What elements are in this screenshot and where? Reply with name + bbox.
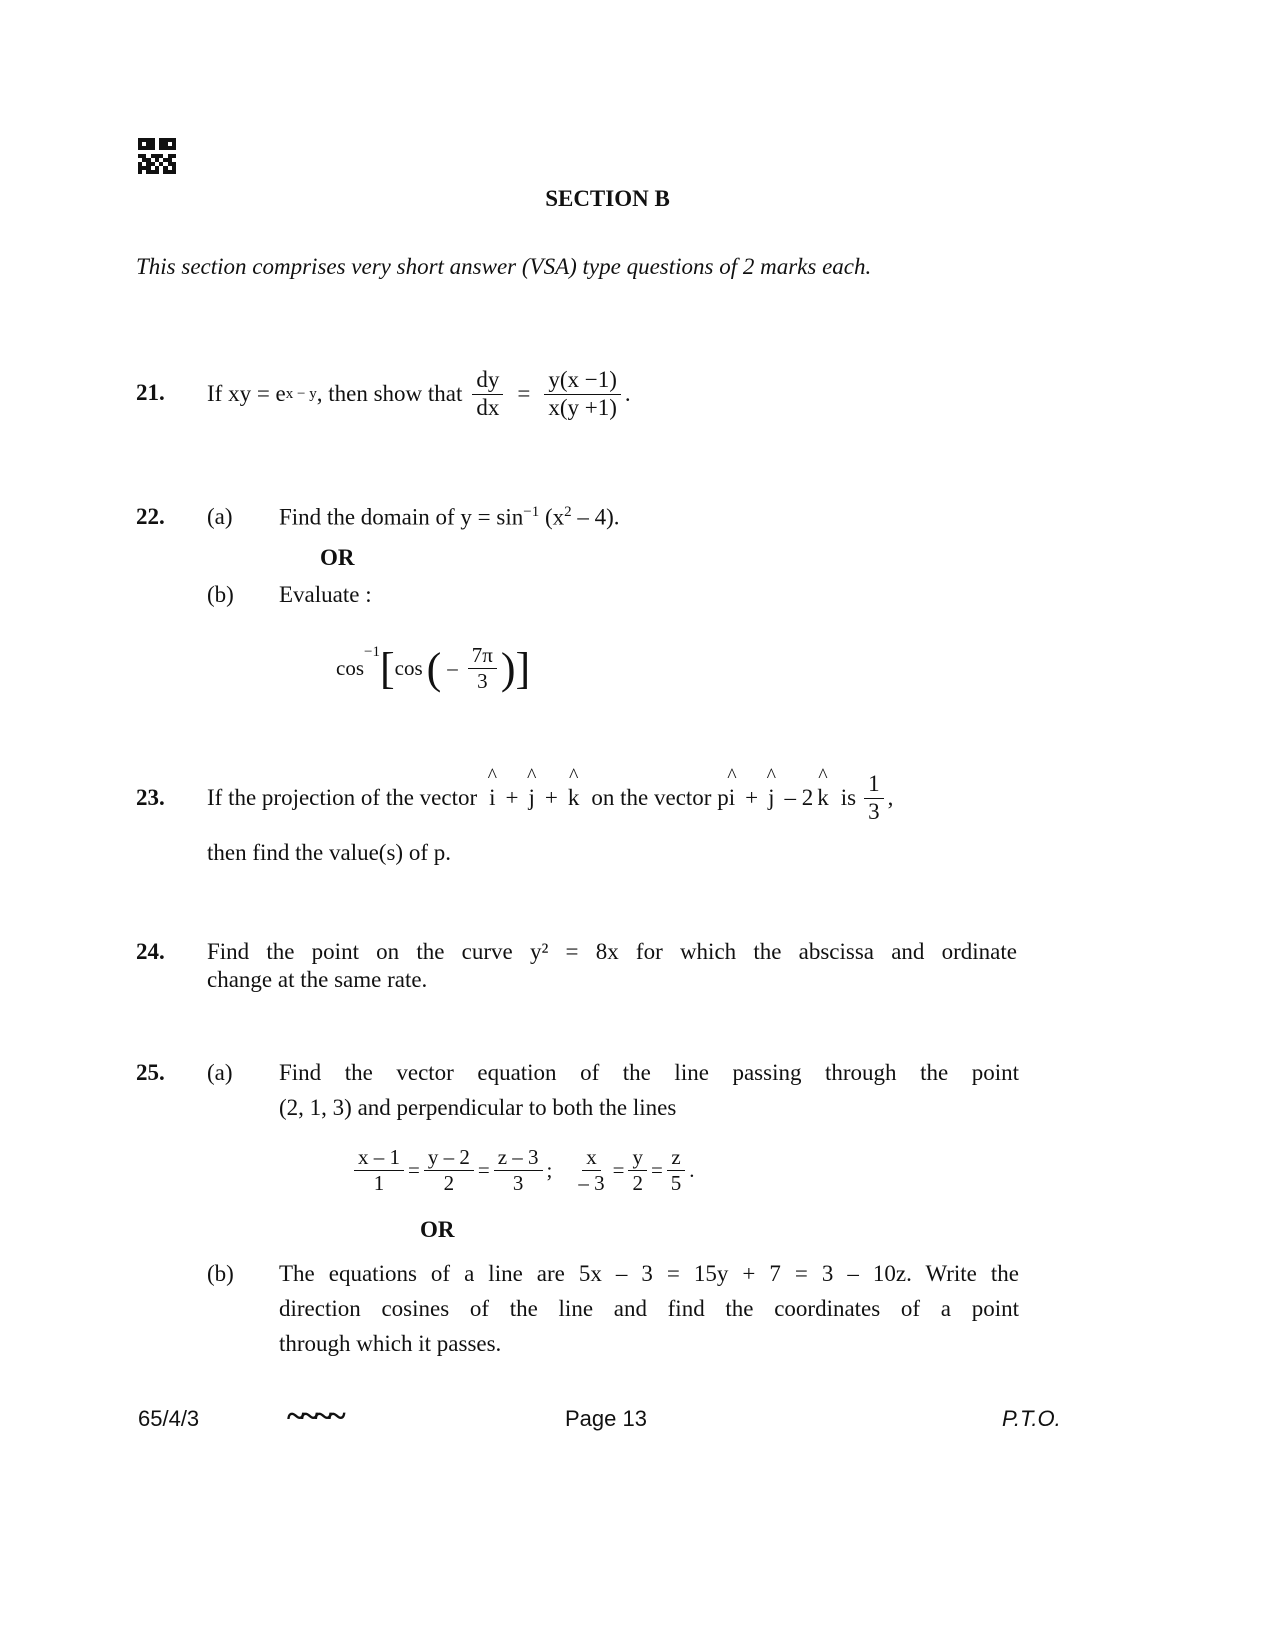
q21-exponent: x − y — [285, 385, 317, 402]
right-bracket: ] — [515, 643, 531, 693]
numerator: 7π — [468, 643, 497, 668]
comma: , — [887, 785, 894, 810]
semicolon: ; — [546, 1157, 553, 1182]
unit-vector-k: ^ k — [568, 785, 580, 811]
right-paren: ) — [500, 643, 516, 693]
minus: – — [447, 655, 458, 680]
q25-a-line1: Find the vector equation of the line passing through the point — [279, 1060, 1019, 1085]
q23-line1 — [207, 768, 893, 828]
q24-line1: Find the point on the curve y² = 8x for which the abscissa and ordinate — [207, 939, 1017, 964]
plus: + — [505, 785, 519, 810]
minus-two: – 2 — [784, 785, 814, 810]
numerator: y(x −1) — [544, 367, 621, 394]
q22-b-label: (b) — [207, 582, 234, 607]
numerator: dy — [472, 367, 503, 394]
q22-b-text: Evaluate : — [279, 582, 372, 607]
or-divider: OR — [320, 545, 355, 570]
section-title: SECTION B — [545, 186, 670, 211]
denominator: 2 — [443, 1170, 455, 1195]
numerator: x — [582, 1145, 601, 1170]
q21-lhs-fraction — [472, 367, 503, 421]
q25-b-line1: The equations of a line are 5x – 3 = 15y + 7 = 3 – 10z. Write the — [279, 1261, 1019, 1286]
left-paren: ( — [426, 643, 442, 693]
text: (x — [539, 504, 565, 530]
denominator: 2 — [632, 1170, 643, 1195]
q22-a-text — [279, 504, 620, 531]
text: – 4). — [571, 504, 620, 530]
period: . — [624, 381, 631, 406]
text: is — [840, 785, 857, 810]
unit-vector-i: ^ i — [489, 785, 495, 811]
q24-line2: change at the same rate. — [207, 967, 428, 992]
wave-decoration: ~~~~ — [287, 1398, 342, 1435]
fraction — [864, 771, 884, 825]
cos-text: cos — [394, 655, 423, 680]
qr-code-icon — [138, 138, 176, 174]
q21-pre: If xy = e — [207, 381, 286, 406]
q25-b-line2: direction cosines of the line and find the coordinates of a point — [279, 1296, 1019, 1321]
section-intro: This section comprises very short answer (VSA) type questions of 2 marks each. — [136, 254, 872, 279]
q22-a-label: (a) — [207, 504, 233, 529]
denominator: 1 — [373, 1170, 385, 1195]
pto-label: P.T.O. — [1002, 1406, 1061, 1431]
numerator: z — [667, 1145, 684, 1170]
text: on the vector p — [591, 785, 729, 810]
q25-line-equations — [350, 1140, 695, 1200]
unit-vector-i: ^ i — [729, 785, 735, 811]
denominator: – 3 — [578, 1170, 605, 1195]
fraction — [494, 1145, 543, 1194]
cos-text: cos — [336, 655, 364, 680]
period: . — [689, 1157, 695, 1182]
plus: + — [745, 785, 759, 810]
q25-b-line3: through which it passes. — [279, 1331, 502, 1356]
denominator: dx — [476, 394, 500, 420]
fraction — [628, 1145, 647, 1194]
equals: = — [650, 1157, 663, 1182]
fraction — [667, 1145, 686, 1194]
text: Find the domain of y = sin — [279, 504, 524, 530]
denominator: 3 — [477, 668, 488, 693]
denominator: 3 — [868, 798, 880, 824]
exponent: −1 — [364, 644, 380, 660]
numerator: z – 3 — [494, 1145, 543, 1170]
q23-line2: then find the value(s) of p. — [207, 840, 451, 865]
denominator: 5 — [670, 1170, 682, 1195]
fraction — [574, 1145, 608, 1194]
q25-a-label: (a) — [207, 1060, 233, 1085]
fraction — [354, 1145, 404, 1194]
question-21-text — [207, 364, 631, 424]
q25-a-line2: (2, 1, 3) and perpendicular to both the lines — [279, 1095, 677, 1120]
question-number-23: 23. — [136, 785, 165, 810]
numerator: x – 1 — [354, 1145, 404, 1170]
question-number-24: 24. — [136, 939, 165, 964]
plus: + — [544, 785, 558, 810]
numerator: y — [628, 1145, 647, 1170]
q25-b-label: (b) — [207, 1261, 234, 1286]
exponent: 2 — [564, 504, 572, 520]
equals: = — [517, 381, 531, 406]
qr-cell — [172, 170, 176, 174]
or-divider: OR — [420, 1217, 455, 1242]
question-number-21: 21. — [136, 380, 165, 405]
fraction — [424, 1145, 474, 1194]
denominator: x(y +1) — [548, 394, 617, 420]
unit-vector-k: ^ k — [817, 785, 829, 811]
question-number-25: 25. — [136, 1060, 165, 1085]
q21-rhs-fraction — [544, 367, 621, 421]
denominator: 3 — [512, 1170, 524, 1195]
question-number-22: 22. — [136, 504, 165, 529]
exponent: −1 — [523, 504, 540, 520]
fraction — [468, 643, 497, 692]
equals: = — [408, 1157, 420, 1182]
numerator: 1 — [864, 771, 884, 798]
unit-vector-j: ^ j — [768, 785, 774, 811]
unit-vector-j: ^ j — [529, 785, 535, 811]
q21-mid: , then show that — [316, 381, 463, 406]
text: If the projection of the vector — [207, 785, 478, 810]
equals: = — [477, 1157, 490, 1182]
paper-code: 65/4/3 — [138, 1406, 200, 1431]
numerator: y – 2 — [424, 1145, 474, 1170]
equals: = — [612, 1157, 625, 1182]
left-bracket: [ — [379, 643, 395, 693]
q22-expression — [336, 636, 530, 700]
page-number: Page 13 — [565, 1406, 647, 1431]
